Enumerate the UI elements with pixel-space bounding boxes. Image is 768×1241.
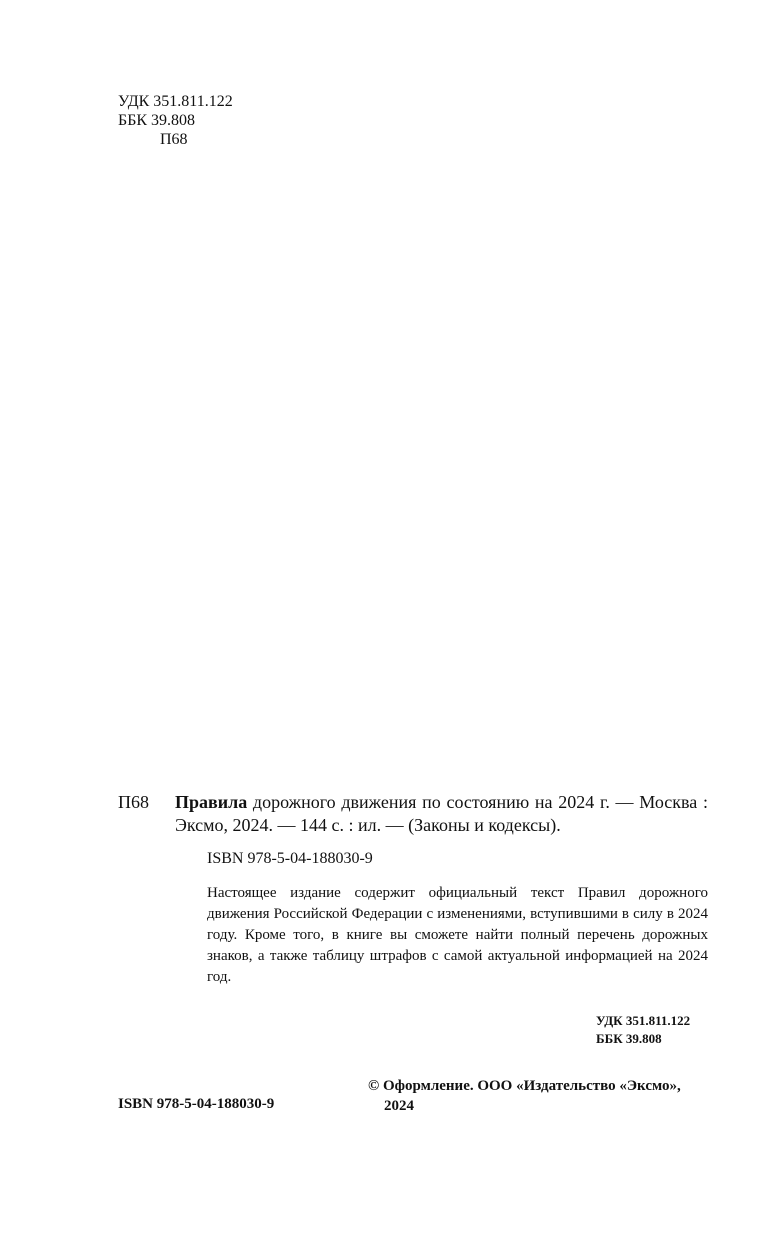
classification-codes-bottom (596, 1012, 690, 1048)
bbk-code: ББК 39.808 (118, 112, 196, 129)
bibliographic-record (118, 791, 708, 988)
copyright-notice (368, 1076, 708, 1116)
copyright-line-1: © Оформление. ООО «Издательство «Эксмо», (368, 1078, 681, 1094)
biblio-description-text: дорожного движения по состоянию на 2024 г. — Москва : Эксмо, 2024. — 144 с. : ил. — (Законы и кодексы). (175, 792, 708, 835)
bbk-code-bottom: ББК 39.808 (596, 1031, 662, 1046)
isbn-footer: ISBN 978-5-04-188030-9 (118, 1096, 275, 1112)
classification-codes-top (118, 92, 233, 149)
biblio-description (175, 791, 708, 837)
author-mark: П68 (160, 131, 188, 148)
copyright-line-2: 2024 (384, 1098, 414, 1114)
biblio-isbn: ISBN 978-5-04-188030-9 (207, 850, 373, 867)
annotation-text: Настоящее издание содержит официальный текст Правил дорожного движения Российской Федерации с изменениями, вступившими в силу в 2024 году. Кроме того, в книге вы сможете найти полный перечень дорожных знаков, а также таблицу штрафов с самой актуальной информацией на 2024 год. (207, 885, 708, 985)
annotation (207, 883, 708, 988)
biblio-author-mark: П68 (118, 792, 149, 812)
book-title: Правила (175, 792, 248, 812)
udk-code-bottom: УДК 351.811.122 (596, 1013, 691, 1028)
udk-code: УДК 351.811.122 (118, 93, 233, 110)
